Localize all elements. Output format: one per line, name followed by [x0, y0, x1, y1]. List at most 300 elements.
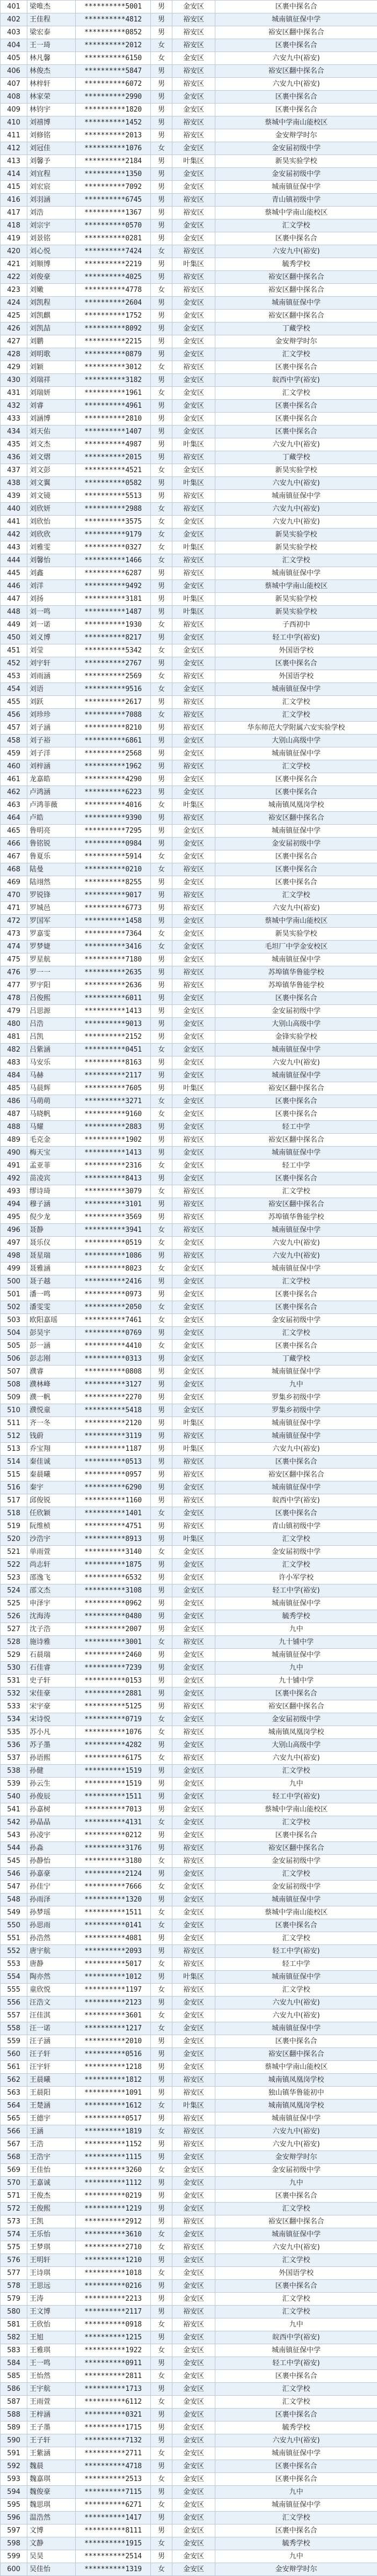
row-number-cell: 417 — [1, 207, 27, 219]
student-name-cell: 苏小凡 — [27, 1726, 76, 1739]
table-row — [1, 876, 377, 889]
table-row — [1, 232, 377, 245]
district-cell: 金安区 — [172, 2293, 215, 2306]
table-row — [1, 1572, 377, 1584]
student-name-cell: 罗城邑 — [27, 902, 76, 915]
masked-id-cell: **********1466 — [76, 554, 151, 567]
district-cell: 金安区 — [172, 1881, 215, 1894]
row-number-cell: 557 — [1, 2009, 27, 2022]
district-cell: 叶集区 — [172, 593, 215, 606]
table-row — [1, 1147, 377, 1159]
gender-cell: 男 — [151, 580, 172, 593]
district-cell: 叶集区 — [172, 258, 215, 271]
row-number-cell: 554 — [1, 1971, 27, 1984]
student-name-cell: 刘嫩 — [27, 284, 76, 297]
school-name-cell: 大别山高级中学 — [215, 735, 377, 747]
gender-cell: 男 — [151, 413, 172, 425]
table-row — [1, 1584, 377, 1597]
gender-cell: 女 — [151, 2447, 172, 2460]
table-row — [1, 1520, 377, 1533]
masked-id-cell: **********1752 — [76, 310, 151, 322]
table-row — [1, 1868, 377, 1881]
table-row — [1, 2125, 377, 2138]
school-name-cell: 裕安区翻中探名合 — [215, 271, 377, 284]
masked-id-cell: **********3101 — [76, 1198, 151, 1211]
masked-id-cell: **********7092 — [76, 181, 151, 194]
district-cell: 金安区 — [172, 2164, 215, 2177]
school-name-cell: 六安九中(裕安) — [215, 2009, 377, 2022]
gender-cell: 男 — [151, 1353, 172, 1366]
masked-id-cell: **********2604 — [76, 297, 151, 310]
row-number-cell: 453 — [1, 670, 27, 683]
table-row — [1, 1636, 377, 1649]
row-number-cell: 481 — [1, 1031, 27, 1044]
row-number-cell: 472 — [1, 915, 27, 928]
district-cell: 金安区 — [172, 1584, 215, 1597]
gender-cell: 男 — [151, 2190, 172, 2203]
student-name-cell: 林钧宇 — [27, 104, 76, 116]
school-name-cell: 城南镇征保中学 — [215, 2022, 377, 2035]
masked-id-cell: **********1413 — [76, 1147, 151, 1159]
student-name-cell: 王佳程 — [27, 13, 76, 26]
student-name-cell: 濮一帆 — [27, 1391, 76, 1404]
masked-id-cell: **********1112 — [76, 2177, 151, 2190]
masked-id-cell: **********4521 — [76, 464, 151, 477]
student-name-cell: 鲁夏乐 — [27, 850, 76, 863]
masked-id-cell: **********0212 — [76, 1829, 151, 1842]
masked-id-cell: **********6773 — [76, 902, 151, 915]
student-name-cell: 刘俊豪 — [27, 271, 76, 284]
row-number-cell: 475 — [1, 953, 27, 966]
gender-cell: 男 — [151, 78, 172, 91]
table-row — [1, 1069, 377, 1082]
masked-id-cell: **********4410 — [76, 1340, 151, 1353]
masked-id-cell: **********2514 — [76, 2550, 151, 2563]
district-cell: 金安区 — [172, 1829, 215, 1842]
student-name-cell: 穆子涵 — [27, 1198, 76, 1211]
gender-cell: 女 — [151, 1752, 172, 1765]
student-name-cell: 秦晨曦 — [27, 1469, 76, 1481]
district-cell: 金安区 — [172, 1803, 215, 1816]
masked-id-cell: **********1350 — [76, 168, 151, 181]
school-name-cell: 汇文学校 — [215, 696, 377, 709]
gender-cell: 男 — [151, 490, 172, 503]
row-number-cell: 445 — [1, 567, 27, 580]
district-cell: 裕安区 — [172, 863, 215, 876]
gender-cell: 男 — [151, 2048, 172, 2061]
district-cell: 金安区 — [172, 2473, 215, 2486]
table-row — [1, 2524, 377, 2537]
school-name-cell: 城南镇征保中学 — [215, 683, 377, 696]
gender-cell: 女 — [151, 1237, 172, 1250]
table-row — [1, 657, 377, 670]
district-cell: 金安区 — [172, 2022, 215, 2035]
gender-cell: 男 — [151, 2357, 172, 2370]
student-name-cell: 刘一鸣 — [27, 606, 76, 619]
student-name-cell: 王旭 — [27, 2331, 76, 2344]
masked-id-cell: **********7013 — [76, 1803, 151, 1816]
masked-id-cell: **********1091 — [76, 2087, 151, 2100]
table-row — [1, 696, 377, 709]
gender-cell: 女 — [151, 1855, 172, 1868]
table-row — [1, 1829, 377, 1842]
masked-id-cell: **********1076 — [76, 142, 151, 155]
school-name-cell: 区裹中探名合 — [215, 1829, 377, 1842]
table-row — [1, 2344, 377, 2357]
masked-id-cell: **********0957 — [76, 1469, 151, 1481]
row-number-cell: 436 — [1, 451, 27, 464]
school-name-cell: 新昊实验学校 — [215, 541, 377, 554]
school-name-cell: 蔡城中学南山能校区 — [215, 116, 377, 129]
student-name-cell: 王佳怡 — [27, 2164, 76, 2177]
gender-cell: 男 — [151, 194, 172, 207]
masked-id-cell: **********2316 — [76, 1159, 151, 1172]
gender-cell: 男 — [151, 632, 172, 644]
school-name-cell: 区裹中探名合 — [215, 2409, 377, 2421]
school-name-cell: 丁藏学校 — [215, 451, 377, 464]
masked-id-cell: **********2617 — [76, 696, 151, 709]
masked-id-cell: **********2152 — [76, 1031, 151, 1044]
school-name-cell: 区裹中探名合 — [215, 1095, 377, 1108]
row-number-cell: 576 — [1, 2254, 27, 2267]
table-row — [1, 322, 377, 335]
table-row — [1, 2434, 377, 2447]
masked-id-cell: **********2988 — [76, 503, 151, 516]
masked-id-cell: **********2912 — [76, 2215, 151, 2228]
gender-cell: 男 — [151, 168, 172, 181]
table-row — [1, 941, 377, 953]
student-name-cell: 石佳睿 — [27, 1662, 76, 1675]
district-cell: 裕安区 — [172, 1185, 215, 1198]
district-cell: 叶集区 — [172, 1082, 215, 1095]
row-number-cell: 429 — [1, 361, 27, 374]
masked-id-cell: **********2990 — [76, 91, 151, 104]
school-name-cell: 大别山高级中学 — [215, 1018, 377, 1031]
student-name-cell: 孙云生 — [27, 1778, 76, 1790]
row-number-cell: 599 — [1, 2550, 27, 2563]
student-name-cell: 王乐怡 — [27, 2228, 76, 2241]
gender-cell: 男 — [151, 219, 172, 232]
gender-cell: 女 — [151, 142, 172, 155]
student-name-cell: 聂雅涵 — [27, 1263, 76, 1275]
gender-cell: 男 — [151, 966, 172, 979]
gender-cell: 男 — [151, 1662, 172, 1675]
table-row — [1, 1945, 377, 1958]
district-cell: 叶集区 — [172, 541, 215, 554]
student-name-cell: 聂静 — [27, 1224, 76, 1237]
district-cell: 金安区 — [172, 1778, 215, 1790]
row-number-cell: 537 — [1, 1752, 27, 1765]
table-row — [1, 799, 377, 812]
table-row — [1, 91, 377, 104]
gender-cell: 男 — [151, 2512, 172, 2524]
school-name-cell: 裕安区翻中探名合 — [215, 310, 377, 322]
student-name-cell: 孙思雨 — [27, 1919, 76, 1932]
student-name-cell: 邱俊锐 — [27, 1494, 76, 1507]
table-row — [1, 2293, 377, 2306]
school-name-cell: 苏埠镇华鲁能学校 — [215, 979, 377, 992]
table-row — [1, 207, 377, 219]
table-row — [1, 1314, 377, 1327]
district-cell: 金安区 — [172, 219, 215, 232]
masked-id-cell: **********1215 — [76, 2331, 151, 2344]
masked-id-cell: **********7364 — [76, 928, 151, 941]
school-name-cell: 六安九中(裕安) — [215, 1250, 377, 1263]
district-cell: 金安区 — [172, 580, 215, 593]
student-name-cell: 刘宗宇 — [27, 219, 76, 232]
gender-cell: 男 — [151, 271, 172, 284]
table-row — [1, 1378, 377, 1391]
student-name-cell: 钱蔚 — [27, 1430, 76, 1443]
school-name-cell: 九中 — [215, 1778, 377, 1790]
student-name-cell: 吕紫涵 — [27, 1044, 76, 1056]
gender-cell: 女 — [151, 683, 172, 696]
row-number-cell: 458 — [1, 735, 27, 747]
gender-cell: 女 — [151, 2009, 172, 2022]
masked-id-cell: **********4282 — [76, 1739, 151, 1752]
table-row — [1, 2383, 377, 2396]
gender-cell: 女 — [151, 2473, 172, 2486]
gender-cell: 男 — [151, 2280, 172, 2293]
masked-id-cell: **********3569 — [76, 1211, 151, 1224]
table-row — [1, 2357, 377, 2370]
school-name-cell: 区裹中探名合 — [215, 1340, 377, 1353]
table-row — [1, 2306, 377, 2318]
school-name-cell: 城南镇征保中学 — [215, 825, 377, 838]
masked-id-cell: **********2184 — [76, 155, 151, 168]
district-cell: 金安区 — [172, 1172, 215, 1185]
table-row — [1, 593, 377, 606]
school-name-cell: 九十铺中学 — [215, 1636, 377, 1649]
district-cell: 裕安区 — [172, 760, 215, 773]
gender-cell: 男 — [151, 322, 172, 335]
masked-id-cell: **********5513 — [76, 490, 151, 503]
row-number-cell: 581 — [1, 2318, 27, 2331]
gender-cell: 男 — [151, 1700, 172, 1713]
row-number-cell: 438 — [1, 477, 27, 490]
student-name-cell: 孙梦瑶 — [27, 1906, 76, 1919]
school-name-cell: 区裹中探名合 — [215, 1456, 377, 1469]
masked-id-cell: **********1819 — [76, 2125, 151, 2138]
masked-id-cell: **********1218 — [76, 2061, 151, 2074]
row-number-cell: 449 — [1, 619, 27, 632]
gender-cell: 男 — [151, 348, 172, 361]
row-number-cell: 526 — [1, 1610, 27, 1623]
district-cell: 金安区 — [172, 1121, 215, 1134]
district-cell: 金安区 — [172, 2550, 215, 2563]
gender-cell: 男 — [151, 1417, 172, 1430]
student-name-cell: 刘文彭 — [27, 464, 76, 477]
row-number-cell: 551 — [1, 1932, 27, 1945]
school-name-cell: 汇文学校 — [215, 1185, 377, 1198]
school-name-cell: 区裹中探名合 — [215, 1288, 377, 1301]
masked-id-cell: **********0517 — [76, 2112, 151, 2125]
student-name-cell: 鲁铭锐 — [27, 838, 76, 850]
table-row — [1, 2138, 377, 2151]
masked-id-cell: **********1018 — [76, 2267, 151, 2280]
masked-id-cell: **********6011 — [76, 992, 151, 1005]
masked-id-cell: **********7088 — [76, 709, 151, 722]
district-cell: 金安区 — [172, 1610, 215, 1623]
school-name-cell: 外国语学校 — [215, 644, 377, 657]
district-cell: 金安区 — [172, 1687, 215, 1700]
district-cell: 裕安区 — [172, 1700, 215, 1713]
table-row — [1, 979, 377, 992]
masked-id-cell: **********2460 — [76, 1649, 151, 1662]
row-number-cell: 558 — [1, 2022, 27, 2035]
district-cell: 金安区 — [172, 1868, 215, 1881]
table-row — [1, 1404, 377, 1417]
gender-cell: 男 — [151, 1327, 172, 1340]
row-number-cell: 589 — [1, 2421, 27, 2434]
district-cell: 金安区 — [172, 735, 215, 747]
masked-id-cell: **********0451 — [76, 1044, 151, 1056]
district-cell: 金安区 — [172, 1301, 215, 1314]
table-row — [1, 1, 377, 13]
student-name-cell: 罗宇阳 — [27, 979, 76, 992]
masked-id-cell: **********1902 — [76, 1134, 151, 1147]
masked-id-cell: **********2123 — [76, 1997, 151, 2009]
student-name-cell: 邵文杰 — [27, 1584, 76, 1597]
district-cell: 金安区 — [172, 928, 215, 941]
table-row — [1, 13, 377, 26]
student-name-cell: 罗嘉雯 — [27, 928, 76, 941]
masked-id-cell: **********4290 — [76, 773, 151, 786]
student-name-cell: 王涵 — [27, 2125, 76, 2138]
records-body — [1, 1, 377, 2576]
school-name-cell: 区裹中探名合 — [215, 361, 377, 374]
district-cell: 金安区 — [172, 1713, 215, 1726]
school-name-cell: 区裹中探名合 — [215, 786, 377, 799]
district-cell: 金安区 — [172, 1649, 215, 1662]
school-name-cell: 罗集乡初级中学 — [215, 1404, 377, 1417]
gender-cell: 男 — [151, 1031, 172, 1044]
row-number-cell: 550 — [1, 1919, 27, 1932]
gender-cell: 男 — [151, 992, 172, 1005]
gender-cell: 男 — [151, 760, 172, 773]
row-number-cell: 529 — [1, 1649, 27, 1662]
gender-cell: 男 — [151, 606, 172, 619]
masked-id-cell: **********0210 — [76, 863, 151, 876]
table-row — [1, 2370, 377, 2383]
row-number-cell: 497 — [1, 1237, 27, 1250]
district-cell: 金安区 — [172, 1739, 215, 1752]
student-name-cell: 王晨阳 — [27, 2087, 76, 2100]
student-name-cell: 林俊杰 — [27, 65, 76, 78]
student-name-cell: 聂星瑞 — [27, 1250, 76, 1263]
row-number-cell: 520 — [1, 1533, 27, 1546]
district-cell: 叶集区 — [172, 1443, 215, 1456]
masked-id-cell: **********1930 — [76, 619, 151, 632]
table-row — [1, 2022, 377, 2035]
school-name-cell: 新昊实验学校 — [215, 464, 377, 477]
gender-cell: 男 — [151, 1056, 172, 1069]
school-name-cell: 六安九中(裕安) — [215, 1237, 377, 1250]
school-name-cell: 子西初中 — [215, 619, 377, 632]
masked-id-cell: **********7132 — [76, 2434, 151, 2447]
district-cell: 金安区 — [172, 2061, 215, 2074]
school-name-cell: 汇文学校 — [215, 2293, 377, 2306]
masked-id-cell: **********1511 — [76, 1906, 151, 1919]
table-row — [1, 1919, 377, 1932]
row-number-cell: 464 — [1, 812, 27, 825]
masked-id-cell: **********2270 — [76, 1391, 151, 1404]
school-name-cell: 区裹中探名合 — [215, 657, 377, 670]
school-name-cell: 金安届初级中学 — [215, 838, 377, 850]
school-name-cell: 金安届初级中学 — [215, 1546, 377, 1559]
masked-id-cell: **********0719 — [76, 1713, 151, 1726]
masked-id-cell: **********0962 — [76, 1597, 151, 1610]
masked-id-cell: **********0973 — [76, 1288, 151, 1301]
district-cell: 金安区 — [172, 1675, 215, 1687]
school-name-cell: 苏埠镇华鲁能学校 — [215, 966, 377, 979]
school-name-cell: 城南镇征保中学 — [215, 1430, 377, 1443]
gender-cell: 男 — [151, 1868, 172, 1881]
table-row — [1, 1971, 377, 1984]
district-cell: 金安区 — [172, 335, 215, 348]
district-cell: 金安区 — [172, 1546, 215, 1559]
masked-id-cell: **********2012 — [76, 39, 151, 52]
table-row — [1, 1855, 377, 1868]
row-number-cell: 505 — [1, 1340, 27, 1353]
student-name-cell: 濮悦童 — [27, 1404, 76, 1417]
masked-id-cell: **********6271 — [76, 2499, 151, 2512]
table-row — [1, 1559, 377, 1572]
student-name-cell: 申泽宇 — [27, 1597, 76, 1610]
student-name-cell: 刘子洋 — [27, 747, 76, 760]
district-cell: 金安区 — [172, 2524, 215, 2537]
school-name-cell: 区裹中探名合 — [215, 850, 377, 863]
table-row — [1, 2048, 377, 2061]
district-cell: 裕安区 — [172, 567, 215, 580]
district-cell: 裕安区 — [172, 2138, 215, 2151]
table-row — [1, 194, 377, 207]
masked-id-cell: **********0321 — [76, 2409, 151, 2421]
student-name-cell: 汪子涵 — [27, 2035, 76, 2048]
school-name-cell: 裕安区翻中探名合 — [215, 284, 377, 297]
masked-id-cell: **********4961 — [76, 400, 151, 413]
district-cell: 裕安区 — [172, 1134, 215, 1147]
school-name-cell: 裕安区翻中探名合 — [215, 26, 377, 39]
gender-cell: 男 — [151, 1829, 172, 1842]
row-number-cell: 573 — [1, 2215, 27, 2228]
row-number-cell: 586 — [1, 2383, 27, 2396]
masked-id-cell: **********0984 — [76, 838, 151, 850]
student-name-cell: 卢皓 — [27, 812, 76, 825]
district-cell: 裕安区 — [172, 889, 215, 902]
row-number-cell: 514 — [1, 1456, 27, 1469]
masked-id-cell: **********2219 — [76, 258, 151, 271]
masked-id-cell: **********1407 — [76, 425, 151, 438]
school-name-cell: 城南镇征保中学 — [215, 1481, 377, 1494]
district-cell: 裕安区 — [172, 696, 215, 709]
district-cell: 金安区 — [172, 2370, 215, 2383]
masked-id-cell: **********2215 — [76, 335, 151, 348]
district-cell: 金安区 — [172, 2048, 215, 2061]
student-name-cell: 刘宜程 — [27, 168, 76, 181]
masked-id-cell: **********1612 — [76, 2100, 151, 2112]
row-number-cell: 466 — [1, 838, 27, 850]
district-cell: 金安区 — [172, 1559, 215, 1572]
district-cell: 金安区 — [172, 2190, 215, 2203]
masked-id-cell: **********2881 — [76, 1687, 151, 1700]
table-row — [1, 760, 377, 773]
masked-id-cell: **********1197 — [76, 1984, 151, 1997]
row-number-cell: 493 — [1, 1185, 27, 1198]
student-name-cell: 刘颖 — [27, 361, 76, 374]
school-name-cell: 汇文学校 — [215, 1816, 377, 1829]
school-name-cell: 苏埠镇华鲁能学校 — [215, 1211, 377, 1224]
